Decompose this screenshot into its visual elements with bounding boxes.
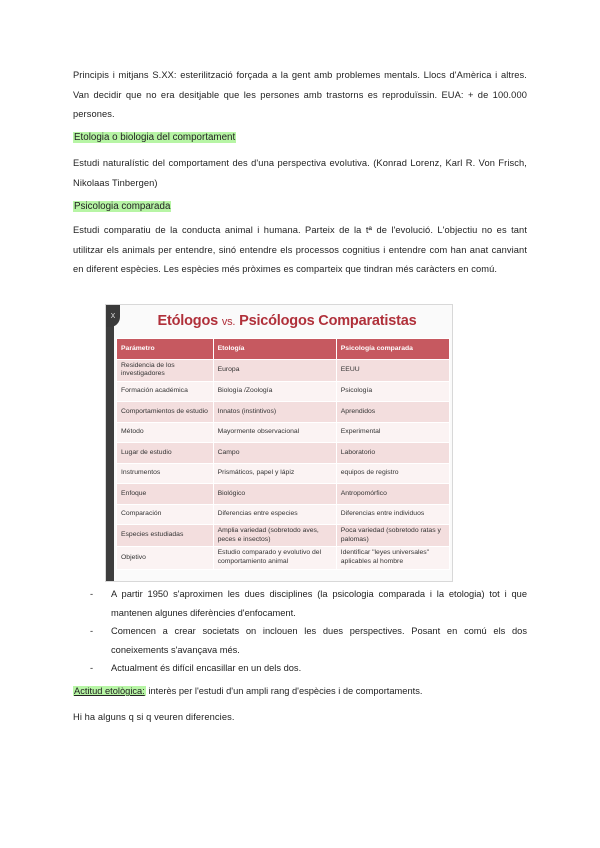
psicologia-paragraph: Estudi comparatiu de la conducta animal i humana. Parteix de la tª de l'evolució. L'objectiu no es tant utilitzar els animals per entendre, sinó entendre els processos cognitius i entendre com han anat canviant en diferent espècies. Les espècies més pròximes es comparteix que tindran més caràcters en comú. xyxy=(73,225,527,274)
bullet-text: Actualment és difícil encasillar en un dels dos. xyxy=(111,663,302,673)
table-cell: Diferencias entre especies xyxy=(213,504,336,525)
bullet-list xyxy=(73,585,527,678)
table-cell: Prismáticos, papel y lápiz xyxy=(213,463,336,484)
table-row xyxy=(117,381,450,402)
table-row xyxy=(117,525,450,547)
list-item xyxy=(73,659,527,678)
table-cell: Antropomórfico xyxy=(336,484,449,505)
figure-corner-icon: x xyxy=(106,305,120,327)
section-heading-etologia xyxy=(73,131,236,145)
table-cell: Comportamientos de estudio xyxy=(117,402,214,423)
etologia-paragraph: Estudi naturalístic del comportament des d'una perspectiva evolutiva. (Konrad Lorenz, Karl R. Von Frisch, Nikolaas Tinbergen) xyxy=(73,158,527,188)
table-cell: Biológico xyxy=(213,484,336,505)
table-cell: Diferencias entre individuos xyxy=(336,504,449,525)
figure-title-vs: vs. xyxy=(221,316,236,328)
table-cell: equipos de registro xyxy=(336,463,449,484)
figure-title-right: Psicólogos Comparatistas xyxy=(239,313,417,329)
table-cell: Europa xyxy=(213,359,336,381)
table-header: Etología xyxy=(213,339,336,360)
table-row xyxy=(117,484,450,505)
table-header: Psicología comparada xyxy=(336,339,449,360)
highlight-etologia: Etologia o biologia del comportament xyxy=(74,132,236,143)
table-cell: Innatos (instintivos) xyxy=(213,402,336,423)
figure-dark-strip xyxy=(106,305,114,582)
table-cell: Mayormente observacional xyxy=(213,422,336,443)
bullet-dash: - xyxy=(90,626,94,636)
table-cell: Enfoque xyxy=(117,484,214,505)
table-cell: EEUU xyxy=(336,359,449,381)
table-cell: Residencia de los investigadores xyxy=(117,359,214,381)
table-row xyxy=(117,402,450,423)
actitud-etologica-line xyxy=(73,684,422,698)
highlight-actitud: Actitud etològica: xyxy=(74,686,145,696)
bullet-dash: - xyxy=(90,589,94,599)
table-cell: Estudio comparado y evolutivo del comportamiento animal xyxy=(213,547,336,569)
section-heading-psicologia xyxy=(73,200,171,214)
actitud-text: interès per l'estudi d'un ampli rang d'espècies i de comportaments. xyxy=(145,686,423,696)
table-cell: Comparación xyxy=(117,504,214,525)
comparison-table xyxy=(116,338,450,570)
table-cell: Biología /Zoología xyxy=(213,381,336,402)
table-row xyxy=(117,422,450,443)
figure-title-left: Etólogos xyxy=(157,313,218,329)
table-cell: Método xyxy=(117,422,214,443)
bullet-text: A partir 1950 s'aproximen les dues disciplines (la psicologia comparada i la etologia) tot i que mantenen algunes diferències d'enfocament. xyxy=(111,589,527,618)
table-cell: Objetivo xyxy=(117,547,214,569)
table-row xyxy=(117,443,450,464)
table-cell: Amplia variedad (sobretodo aves, peces e insectos) xyxy=(213,525,336,547)
bullet-dash: - xyxy=(90,663,94,673)
table-cell: Especies estudiadas xyxy=(117,525,214,547)
table-row xyxy=(117,504,450,525)
comparison-figure xyxy=(105,304,453,582)
table-cell: Formación académica xyxy=(117,381,214,402)
highlight-psicologia: Psicologia comparada xyxy=(74,201,171,212)
table-cell: Identificar "leyes universales" aplicables al hombre xyxy=(336,547,449,569)
table-cell: Psicología xyxy=(336,381,449,402)
table-cell: Campo xyxy=(213,443,336,464)
bullet-text: Comencen a crear societats on inclouen les dues perspectives. Posant en comú els dos coneixements s'avançava més. xyxy=(111,626,527,655)
intro-paragraph: Principis i mitjans S.XX: esterilització forçada a la gent amb problemes mentals. Llocs d'Amèrica i altres. Van decidir que no era desitjable que les persones amb trastorns es reproduïssin. EUA: + de 100.000 persones. xyxy=(73,70,527,119)
table-cell: Poca variedad (sobretodo ratas y palomas) xyxy=(336,525,449,547)
table-cell: Lugar de estudio xyxy=(117,443,214,464)
list-item xyxy=(73,622,527,659)
table-cell: Experimental xyxy=(336,422,449,443)
table-cell: Laboratorio xyxy=(336,443,449,464)
table-header-row xyxy=(117,339,450,360)
figure-title xyxy=(120,313,453,329)
table-row xyxy=(117,547,450,569)
table-cell: Instrumentos xyxy=(117,463,214,484)
table-row xyxy=(117,359,450,381)
closing-paragraph: Hi ha alguns q si q veuren diferencies. xyxy=(73,712,235,722)
table-cell: Aprendidos xyxy=(336,402,449,423)
list-item xyxy=(73,585,527,622)
table-header: Parámetro xyxy=(117,339,214,360)
table-row xyxy=(117,463,450,484)
